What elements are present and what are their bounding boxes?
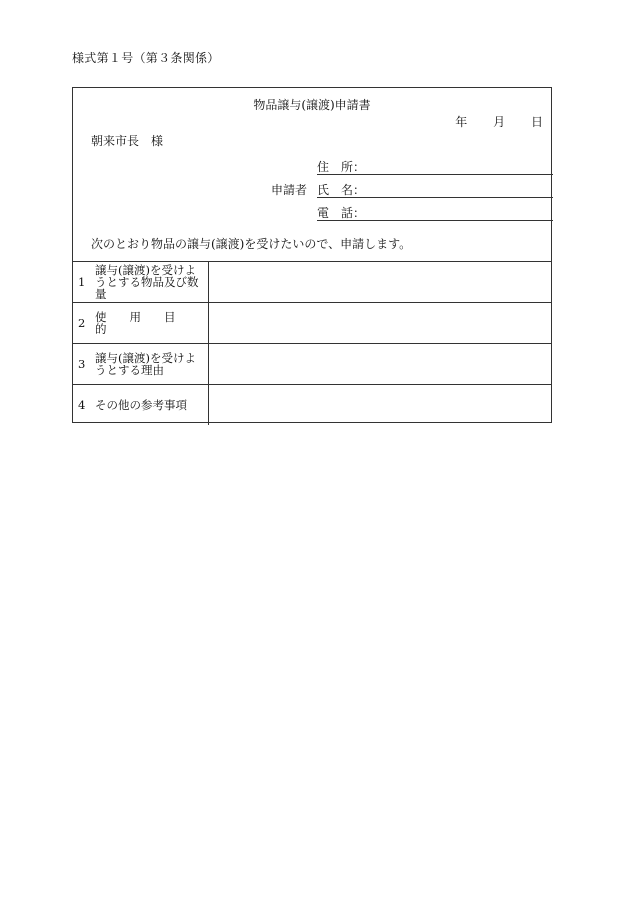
table-row-items bbox=[73, 261, 551, 302]
items-value-field[interactable] bbox=[211, 266, 547, 298]
addressee: 朝来市長 様 bbox=[91, 134, 164, 148]
row-label: その他の参考事項 bbox=[95, 398, 187, 412]
purpose-value-field[interactable] bbox=[211, 307, 547, 339]
table-row-notes bbox=[73, 384, 551, 425]
details-table bbox=[73, 261, 551, 425]
date-month: 月 bbox=[493, 115, 506, 129]
phone-field[interactable] bbox=[317, 198, 553, 221]
table-row-reason bbox=[73, 343, 551, 384]
row-number: 1 bbox=[78, 275, 86, 289]
date-line bbox=[433, 113, 543, 130]
notes-value-field[interactable] bbox=[211, 389, 547, 421]
name-label: 氏 名： bbox=[317, 183, 366, 197]
name-field[interactable] bbox=[317, 175, 553, 198]
form-number: 様式第１号（第３条関係） bbox=[72, 51, 220, 65]
row-label: 使 用 目 的 bbox=[95, 310, 199, 336]
row-label: 譲与(譲渡)を受けようとする理由 bbox=[95, 351, 196, 377]
intro-text: 次のとおり物品の譲与(譲渡)を受けたいので、申請します。 bbox=[91, 237, 412, 251]
row-number: 3 bbox=[78, 357, 86, 371]
address-label: 住 所： bbox=[317, 160, 366, 174]
reason-value-field[interactable] bbox=[211, 348, 547, 380]
phone-label: 電 話： bbox=[317, 206, 366, 220]
date-day: 日 bbox=[530, 115, 543, 129]
applicant-label: 申請者 bbox=[271, 183, 308, 197]
form-title: 物品譲与(譲渡)申請書 bbox=[253, 98, 371, 112]
row-number: 4 bbox=[78, 398, 86, 412]
date-year: 年 bbox=[455, 115, 468, 129]
table-row-purpose bbox=[73, 302, 551, 343]
application-form bbox=[72, 87, 552, 423]
row-number: 2 bbox=[78, 316, 86, 330]
address-field[interactable] bbox=[317, 152, 553, 175]
row-label: 譲与(譲渡)を受けようとする物品及び数量 bbox=[95, 263, 199, 301]
